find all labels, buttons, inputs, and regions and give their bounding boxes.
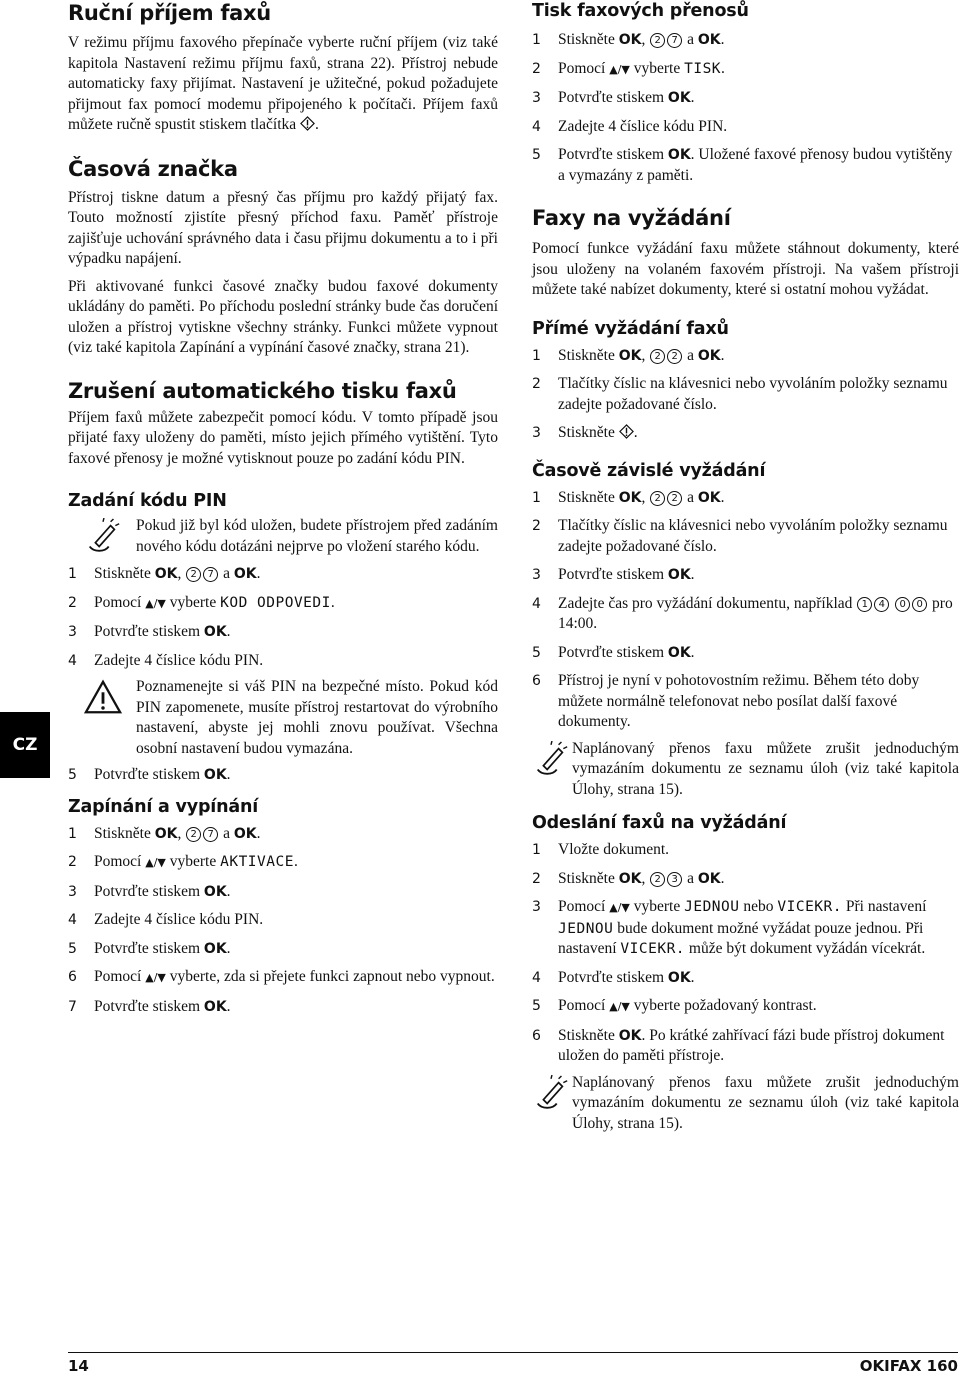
up-down-arrows-icon: ▲/▼ (609, 62, 630, 76)
up-down-arrows-icon: ▲/▼ (145, 856, 166, 869)
key-2: 2 (650, 349, 665, 364)
step-2: 2 Pomocí ▲/▼ vyberte KOD ODPOVEDI. (68, 593, 335, 611)
step-3: 3 Potvrďte stiskem OK. (68, 882, 231, 900)
note-pen-icon (84, 518, 122, 556)
step-5: 5 Pomocí ▲/▼ vyberte požadovaný kontrast. (532, 997, 817, 1014)
heading-polling: Faxy na vyžádání (532, 206, 731, 230)
paragraph: Při aktivované funkci časové značky budou faxové dokumenty ukládány do paměti. Po příchodu poslední stránky bude čas doručení uložen a přístroj vytiskne všechny stránky. Funkci můžete vypnout (viz také kapitola Zapínání a vypínání časové značky, strana 21). (68, 277, 498, 356)
step-4: 4 Zadejte 4 číslice kódu PIN. (68, 911, 264, 928)
step-3: 3 Potvrďte stiskem OK. (532, 89, 695, 106)
key-4: 4 (874, 597, 889, 612)
heading-cancel-auto-print: Zrušení automatického tisku faxů (68, 378, 457, 403)
heading-timed-polling: Časově závislé vyžádání (532, 460, 766, 481)
up-down-arrows-icon: ▲/▼ (145, 971, 166, 984)
start-key-icon (300, 116, 315, 131)
paragraph: Pomocí funkce vyžádání faxu můžete stáhnout dokumenty, které jsou uloženy na volaném faxovém přístroji. Na vašem přístroji můžete také nabízet dokumenty, které si ostatní mohou vyžádat. (532, 240, 959, 298)
right-column (532, 0, 959, 1134)
step-6: 6 Přístroj je nyní v pohotovostním režimu. Během této doby můžete normálně telefonovat nebo posílat další faxové dokumenty. (532, 672, 920, 730)
lcd-text: AKTIVACE (220, 854, 294, 870)
step-1: 1 Vložte dokument. (532, 841, 670, 858)
step-2: 2 Pomocí ▲/▼ vyberte TISK. (532, 59, 725, 77)
key-2: 2 (186, 567, 201, 582)
heading-pin-entry: Zadání kódu PIN (68, 491, 227, 511)
lcd-text: JEDNOU (558, 920, 614, 937)
page-number: 14 (68, 1357, 89, 1375)
step-1: 1 Stiskněte OK, 2 2 a OK. (532, 488, 725, 506)
step-2: 2 Tlačítky číslic na klávesnici nebo vyvoláním položky seznamu zadejte požadované číslo. (532, 517, 948, 555)
key-2: 2 (667, 349, 682, 364)
key-2: 2 (650, 872, 665, 887)
step-4: 4 Zadejte čas pro vyžádání dokumentu, například 1 4 0 0 pro 14:00. (532, 594, 953, 632)
key-2: 2 (186, 827, 201, 842)
lcd-text: JEDNOU (684, 899, 740, 915)
step-6: 6 Stiskněte OK. Po krátké zahřívací fázi bude přístroj dokument uložen do paměti přístroje. (532, 1026, 945, 1064)
heading-time-stamp: Časová značka (68, 156, 238, 181)
step-5: 5 Potvrďte stiskem OK. (532, 643, 695, 661)
key-7: 7 (203, 567, 218, 582)
note-pen-icon (532, 1075, 570, 1113)
up-down-arrows-icon: ▲/▼ (609, 901, 630, 914)
step-7: 7 Potvrďte stiskem OK. (68, 997, 231, 1015)
step-4: 4 Zadejte 4 číslice kódu PIN. (532, 117, 728, 135)
step-5: 5 Potvrďte stiskem OK. (68, 766, 231, 783)
note-pen-icon (532, 741, 570, 779)
key-3: 3 (667, 872, 682, 887)
step-2: 2 Stiskněte OK, 2 3 a OK. (532, 869, 725, 887)
heading-send-polling: Odeslání faxů na vyžádání (532, 813, 787, 833)
footer-rule (68, 1352, 958, 1353)
paragraph: V režimu příjmu faxového přepínače vyberte ruční příjem (viz také kapitola Nastavení režimu příjmu faxů, strana 22). Přístroj nebude automaticky faxy přijímat. Nastavení je užitečné, pokud požadujete přijmout fax pomocí modemu připojeného k počítači. Příjem faxů můžete ručně spustit stiskem tlačítka . (68, 34, 498, 133)
step-2: 2 Tlačítky číslic na klávesnici nebo vyvoláním položky seznamu zadejte požadované číslo. (532, 375, 948, 413)
note: Naplánovaný přenos faxu můžete zrušit jednoduchým vymazáním dokumentu ze seznamu úloh (viz také kapitola Úlohy, strana 15). (532, 739, 959, 801)
step-1: 1 Stiskněte OK, 2 7 a OK. (68, 565, 261, 582)
key-1: 1 (857, 597, 872, 612)
key-0: 0 (895, 597, 910, 612)
product-name: OKIFAX 160 (859, 1357, 958, 1375)
step-6: 6 Pomocí ▲/▼ vyberte, zda si přejete funkci zapnout nebo vypnout. (68, 968, 495, 985)
note: Naplánovaný přenos faxu můžete zrušit jednoduchým vymazáním dokumentu ze seznamu úloh (viz také kapitola Úlohy, strana 15). (532, 1073, 959, 1135)
heading-direct-polling: Přímé vyžádání faxů (532, 318, 729, 339)
key-7: 7 (667, 33, 682, 48)
heading-manual-receive: Ruční příjem faxů (68, 1, 271, 25)
step-5: 5 Potvrďte stiskem OK. Uložené faxové přenosy budou vytištěny a vymazány z paměti. (532, 146, 953, 184)
heading-on-off: Zapínání a vypínání (68, 796, 259, 817)
language-tab: CZ (0, 712, 50, 778)
step-3: 3 Stiskněte . (532, 424, 638, 441)
left-column (68, 0, 498, 1017)
lcd-text: VICEKR. (777, 899, 842, 915)
heading-print-faxes: Tisk faxových přenosů (532, 1, 749, 21)
step-3: 3 Potvrďte stiskem OK. (532, 566, 695, 583)
step-4: 4 Potvrďte stiskem OK. (532, 968, 695, 986)
lcd-text: VICEKR. (620, 941, 686, 957)
step-3: 3 Pomocí ▲/▼ vyberte JEDNOU nebo VICEKR. Při nastavení JEDNOU bude dokument možné vyžádat pouze jednou. Při nastavení VICEKR. může být dokument vyžádán vícekrát. (532, 898, 927, 957)
step-2: 2 Pomocí ▲/▼ vyberte AKTIVACE. (68, 853, 298, 870)
up-down-arrows-icon: ▲/▼ (145, 596, 166, 610)
paragraph: Přístroj tiskne datum a přesný čas příjmu pro každý přijatý fax. Touto možností zjistíte přesný příchod faxu. Paměť přístroje zajišťuje uchování správného data i času přijmu dokumentu a to i při výpadku napájení. (68, 188, 498, 267)
step-1: 1 Stiskněte OK, 2 2 a OK. (532, 346, 725, 364)
step-4: 4 Zadejte 4 číslice kódu PIN. (68, 651, 264, 669)
lcd-text: KOD ODPOVEDI (220, 594, 331, 611)
note: Pokud již byl kód uložen, budete přístrojem před zadáním nového kódu dotázáni nejprve po vložení starého kódu. (68, 516, 498, 557)
step-5: 5 Potvrďte stiskem OK. (68, 939, 231, 957)
step-1: 1 Stiskněte OK, 2 7 a OK. (68, 824, 261, 842)
key-7: 7 (203, 827, 218, 842)
lcd-text: TISK (684, 60, 722, 77)
start-key-icon (619, 424, 634, 439)
step-3: 3 Potvrďte stiskem OK. (68, 623, 231, 640)
warning: Poznamenejte si váš PIN na bezpečné místo. Pokud kód PIN zapomenete, musíte přístroj restartovat do výrobního nastavení, abyste jej mohli znovu používat. Všechna osobní nastavení budou vymazána. (68, 677, 498, 759)
key-0: 0 (912, 597, 927, 612)
key-2: 2 (650, 33, 665, 48)
paragraph: Příjem faxů můžete zabezpečit pomocí kódu. V tomto případě jsou přijaté faxy uloženy do paměti, místo jejich přímého vytištění. Tyto faxové přenosy je možné vytisknout pouze po zadání kódu PIN. (68, 408, 498, 467)
key-2: 2 (667, 491, 682, 506)
key-2: 2 (650, 491, 665, 506)
up-down-arrows-icon: ▲/▼ (609, 1000, 630, 1013)
step-1: 1 Stiskněte OK, 2 7 a OK. (532, 31, 725, 48)
warning-triangle-icon (84, 679, 122, 717)
